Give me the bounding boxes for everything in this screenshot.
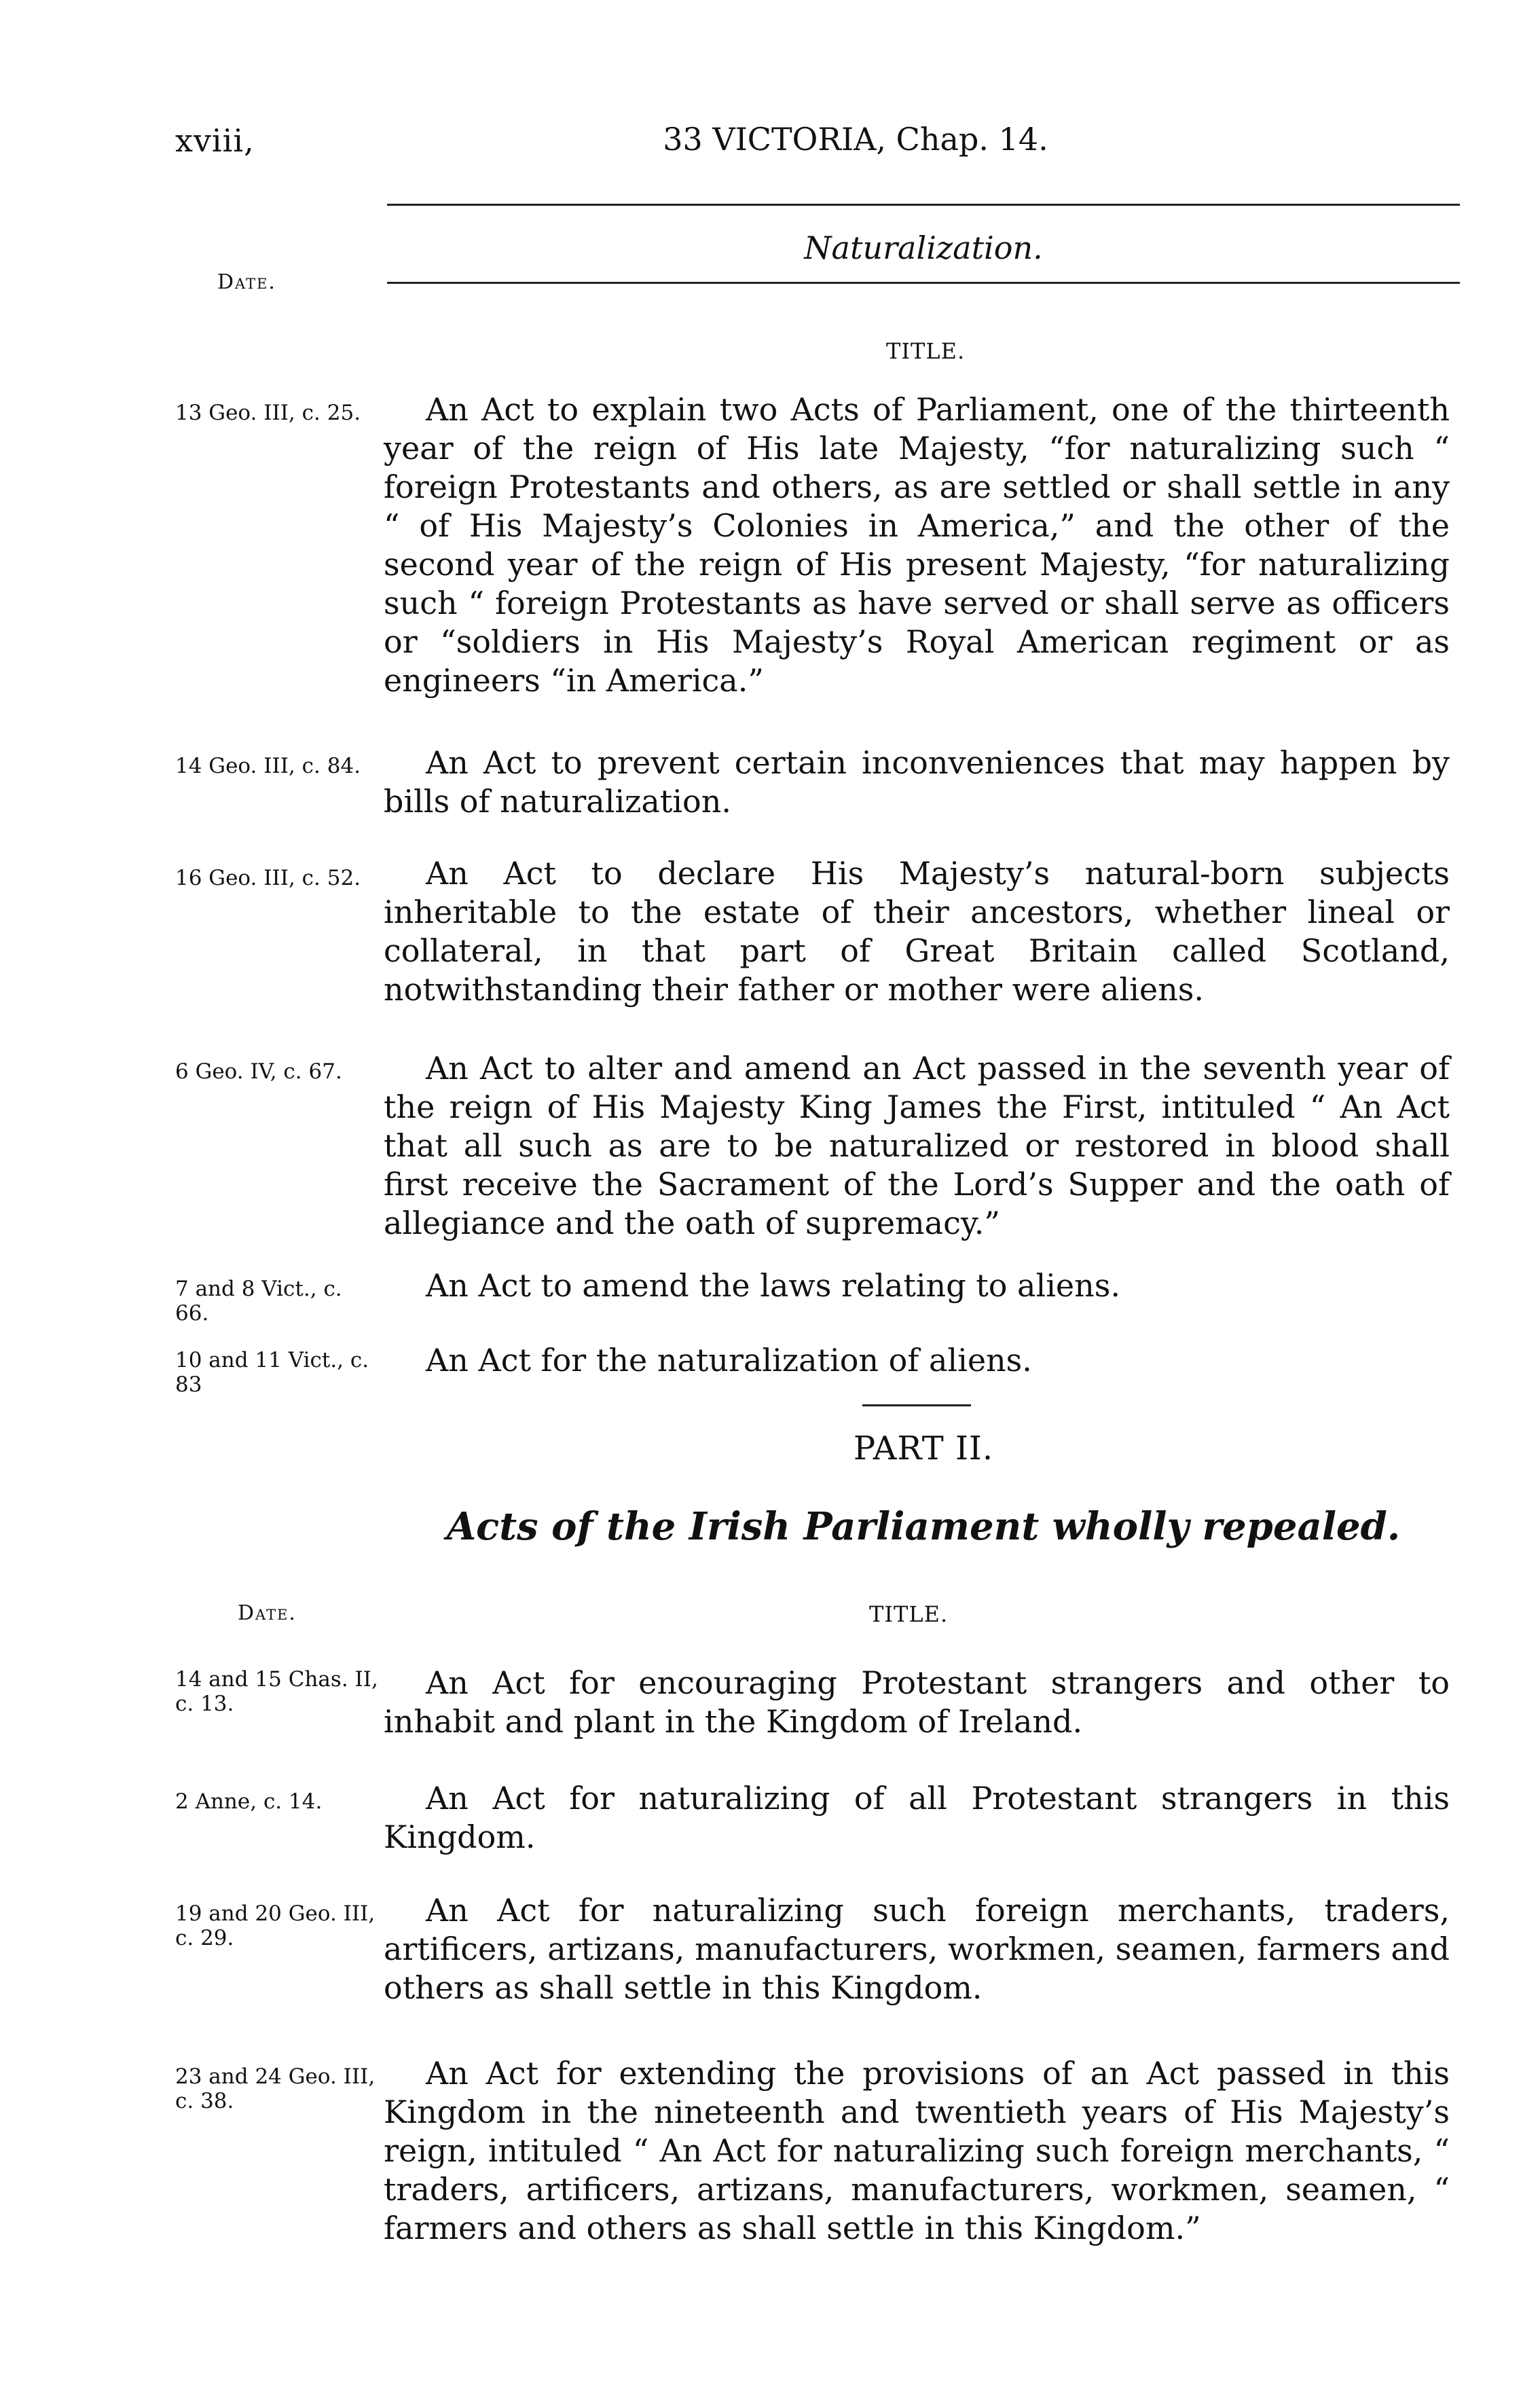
act-citation: 2 Anne, c. 14.: [175, 1789, 323, 1814]
title-column-label: TITLE.: [886, 338, 966, 364]
title-column-label: TITLE.: [869, 1601, 949, 1627]
act-citation: 14 Geo. III, c. 84.: [175, 754, 361, 778]
act-title: An Act for encouraging Protestant strangers and other to inhabit and plant in the Kingdom of Ireland.: [384, 1664, 1450, 1740]
part-divider-rule: [862, 1404, 971, 1406]
date-column-label: Date.: [238, 1601, 297, 1625]
part-heading: PART II.: [853, 1429, 994, 1467]
act-citation: 7 and 8 Vict., c. 66.: [175, 1277, 342, 1326]
act-title: An Act to alter and amend an Act passed in the seventh year of the reign of His Majesty King James the First, intituled “ An Act that all such as are to be naturalized or restored in blood shall first receive the Sacrament of the Lord’s Supper and the oath of allegiance and the oath of supremacy.”: [384, 1050, 1450, 1241]
act-citation: 19 and 20 Geo. III, c. 29.: [175, 1901, 375, 1950]
act-title: An Act to explain two Acts of Parliament, one of the thirteenth year of the reign of His late Majesty, “for naturalizing such “ foreign Protestants and others, as are settled or shall settle in any “ of His Majesty’s Colonies in America,” and the other of the second year of the reign of His present Majesty, “for naturalizing such “ foreign Protestants as have served or shall serve as officers or “soldiers in His Majesty’s Royal American regiment or as engineers “in America.”: [384, 391, 1450, 699]
page-number: xviii,: [175, 122, 255, 159]
act-title: An Act for the naturalization of aliens.: [426, 1342, 1032, 1379]
act-citation: 14 and 15 Chas. II, c. 13.: [175, 1667, 378, 1716]
date-column-label: Date.: [217, 270, 276, 294]
act-title: An Act to amend the laws relating to aliens.: [426, 1267, 1120, 1304]
act-citation: 23 and 24 Geo. III, c. 38.: [175, 2064, 375, 2113]
act-title: An Act to declare His Majesty’s natural-born subjects inheritable to the estate of their ancestors, whether lineal or collateral, in that part of Great Britain called Scotland, notwithstanding their father or mother were aliens.: [384, 855, 1450, 1008]
act-title: An Act for naturalizing such foreign merchants, traders, artificers, artizans, manufacturers, workmen, seamen, farmers and others as shall settle in this Kingdom.: [384, 1892, 1450, 2006]
header-rule-top: [387, 204, 1460, 206]
act-citation: 16 Geo. III, c. 52.: [175, 866, 361, 890]
act-title: An Act for extending the provisions of an Act passed in this Kingdom in the nineteenth and twentieth years of His Majesty’s reign, intituled “ An Act for naturalizing such foreign merchants, “ traders, artificers, artizans, manufacturers, workmen, seamen, “ farmers and others as shall settle in this Kingdom.”: [384, 2055, 1450, 2246]
act-title: An Act to prevent certain inconveniences that may happen by bills of naturalization.: [384, 744, 1450, 820]
part-subheading: Acts of the Irish Parliament wholly repealed.: [446, 1504, 1401, 1549]
act-citation: 10 and 11 Vict., c. 83: [175, 1348, 369, 1397]
act-title: An Act for naturalizing of all Protestant strangers in this Kingdom.: [384, 1780, 1450, 1855]
header-rule-bottom: [387, 282, 1460, 284]
act-citation: 6 Geo. IV, c. 67.: [175, 1059, 342, 1084]
running-head: 33 VICTORIA, Chap. 14.: [663, 121, 1048, 158]
section-subhead: Naturalization.: [804, 230, 1043, 266]
act-citation: 13 Geo. III, c. 25.: [175, 401, 361, 425]
